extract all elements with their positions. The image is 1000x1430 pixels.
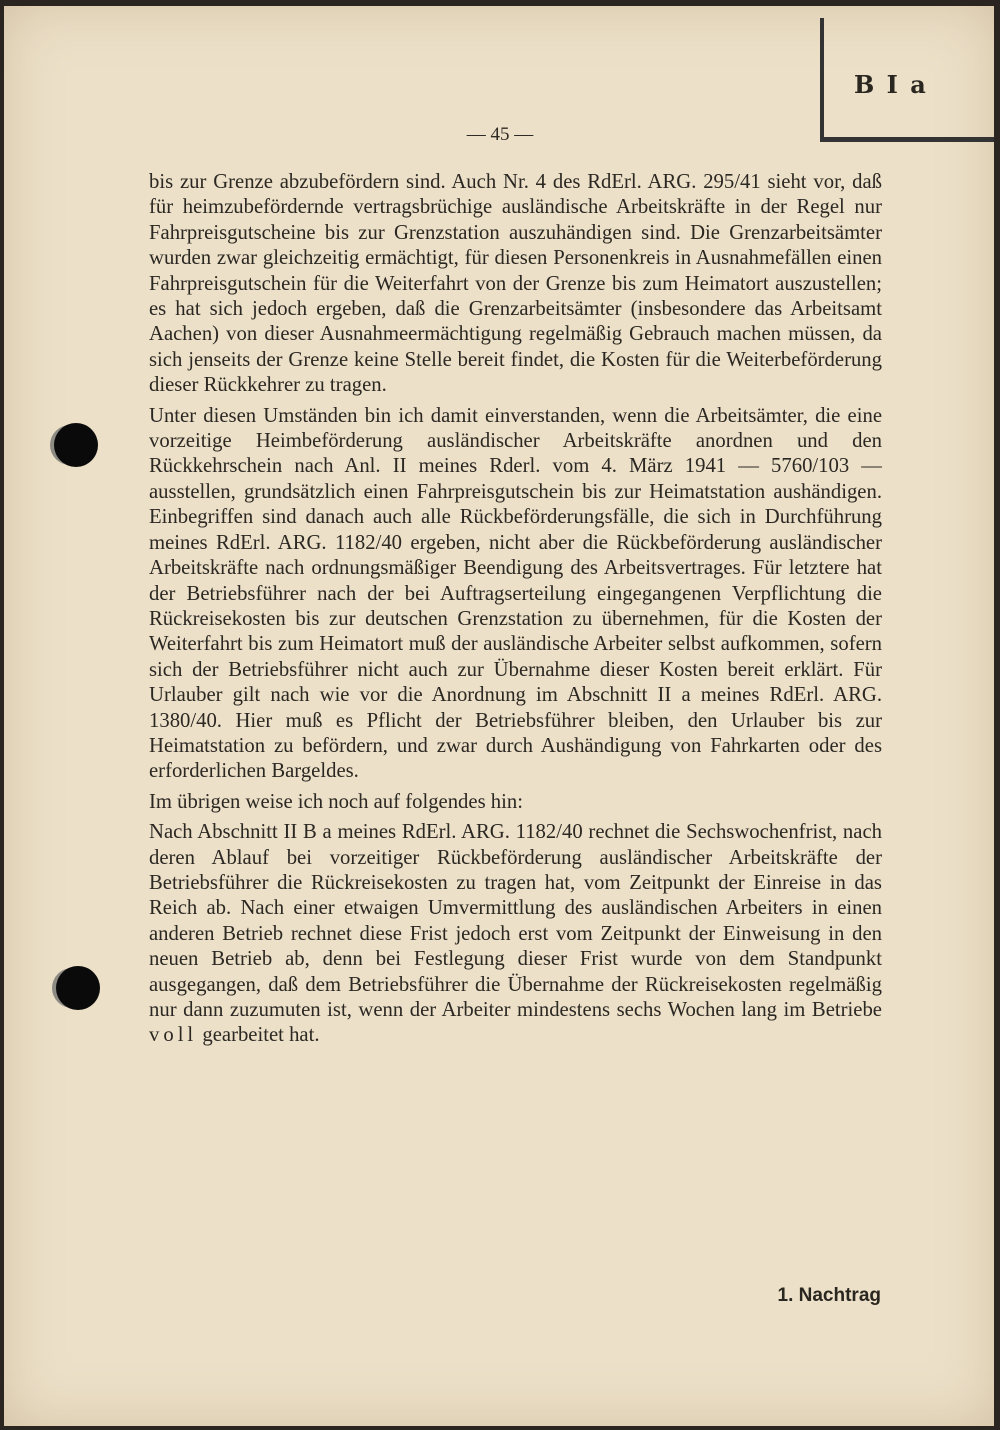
paragraph-text: Nach Abschnitt II B a meines RdErl. ARG. 1182/40 rechnet die Sechswochenfrist, nach deren Ablauf bei vorzeitiger Rückbeförderung ausländischer Arbeitskräfte der Betriebsführer die Rückreisekosten zu tragen hat, vom Zeitpunkt der Einreise in das Reich ab. Nach einer etwaigen Umvermittlung des ausländischen Arbeiters in einen anderen Betrieb rechnet diese Frist jedoch erst vom Zeitpunkt der Einweisung in den neuen Betrieb ab, denn bei Festlegung dieser Frist wurde von dem Standpunkt ausgegangen, daß dem Betriebsführer die Übernahme der Rückreisekosten regelmäßig nur dann zuzumuten ist, wenn der Arbeiter mindestens sechs Wochen lang im Betriebe — [149, 821, 882, 1021]
paragraph-text: gearbeitet hat. — [202, 1024, 320, 1047]
scan-border-bottom — [0, 1426, 1000, 1430]
punch-hole-icon — [54, 423, 98, 467]
paragraph: Im übrigen weise ich noch auf folgendes hin: — [149, 790, 523, 813]
scan-border-right — [994, 0, 1000, 1430]
paragraph — [149, 820, 882, 1049]
supplement-label: 1. Nachtrag — [777, 1285, 881, 1306]
page-number: — 45 — — [466, 124, 534, 145]
punch-hole-icon — [56, 966, 100, 1010]
paragraph: bis zur Grenze abzubefördern sind. Auch Nr. 4 des RdErl. ARG. 295/41 sieht vor, daß für heimzubefördernde vertragsbrüchige ausländische Arbeitskräfte in der Regel nur Fahrpreisgutscheine bis zur Grenzstation auszuhändigen sind. Die Grenzarbeitsämter wurden zwar gleichzeitig ermächtigt, für diesen Personenkreis in Ausnahmefällen einen Fahrpreisgutschein für die Weiterfahrt von der Grenze bis zum Heimatort auszustellen; es hat sich jedoch ergeben, daß die Grenzarbeitsämter (insbesondere das Arbeitsamt Aachen) von dieser Ausnahmeermächtigung regelmäßig Gebrauch machen müssen, da sich jenseits der Grenze keine Stelle bereit findet, die Kosten für die Weiterbeförderung dieser Rückkehrer zu tragen. — [149, 171, 882, 397]
scan-border-top — [0, 0, 1000, 6]
paragraph: Unter diesen Umständen bin ich damit einverstanden, wenn die Arbeitsämter, die eine vorzeitige Heimbeförderung ausländischer Arbeitskräfte anordnen und den Rückkehrschein nach Anl. II meines Rderl. vom 4. März 1941 — 5760/103 — ausstellen, grundsätzlich einen Fahrpreisgutschein bis zur Heimatstation aushändigen. Einbegriffen sind danach auch alle Rückbeförderungsfälle, die sich in Durchführung meines RdErl. ARG. 1182/40 ergeben, nicht aber die Rückbeförderung ausländischer Arbeitskräfte nach ordnungsmäßiger Beendigung des Arbeitsvertrages. Für letztere hat der Betriebsführer nach der bei Auftragserteilung eingegangenen Verpflichtung die Rückreisekosten bis zur deutschen Grenzstation zu übernehmen, für die Kosten der Weiterfahrt bis zum Heimatort muß der ausländische Arbeiter selbst aufkommen, sofern sich der Betriebsführer nicht auch zur Übernahme dieser Kosten bereit erklärt. Für Urlauber gilt nach wie vor die Anordnung im Abschnitt II a meines RdErl. ARG. 1380/40. Hier muß es Pflicht der Betriebsführer bleiben, den Urlauber bis zur Heimatstation zu befördern, und zwar durch Aushändigung von Fahrkarten oder des erforderlichen Bargeldes. — [149, 404, 882, 783]
emphasized-word: voll — [149, 1024, 198, 1047]
section-tab — [820, 18, 994, 142]
section-tab-label: B I a — [854, 70, 928, 99]
body-text — [149, 170, 882, 1054]
scan-border-left — [0, 0, 4, 1430]
